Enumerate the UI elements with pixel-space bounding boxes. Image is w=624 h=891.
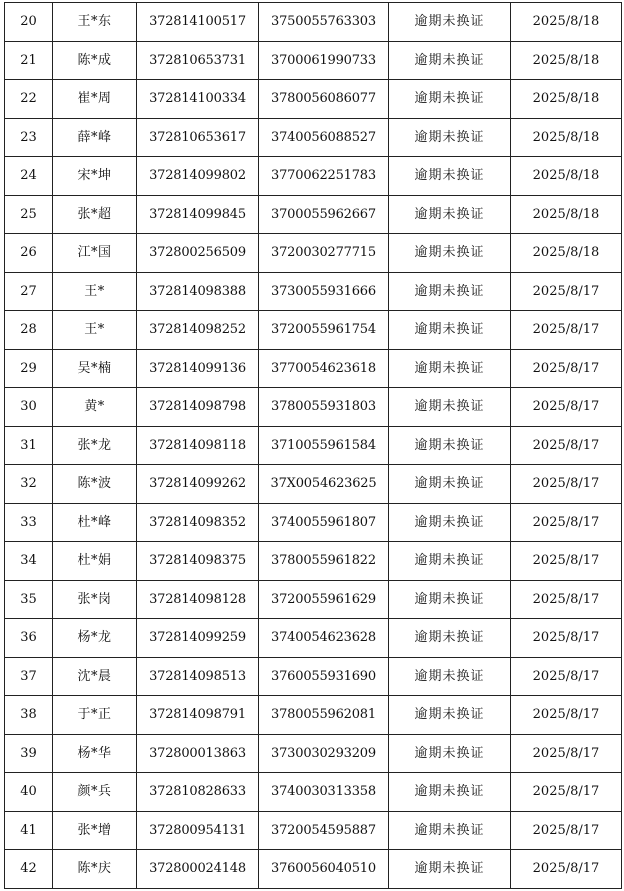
row-index-cell: 36 [5,619,53,658]
code-a-cell: 372810828633 [137,773,259,812]
status-cell: 逾期未换证 [389,773,511,812]
table-row [5,811,622,850]
code-a-cell: 372814098118 [137,426,259,465]
code-a-cell: 372814099259 [137,619,259,658]
name-cell: 王* [53,311,137,350]
table-row [5,388,622,427]
name-cell: 于*正 [53,696,137,735]
table-row [5,542,622,581]
code-a-cell: 372814100517 [137,3,259,42]
name-cell: 薛*峰 [53,118,137,157]
row-index-cell: 27 [5,272,53,311]
table-row [5,696,622,735]
status-cell: 逾期未换证 [389,272,511,311]
code-b-cell: 3720054595887 [259,811,389,850]
code-a-cell: 372814099262 [137,465,259,504]
date-cell: 2025/8/17 [511,311,622,350]
code-a-cell: 372814099845 [137,195,259,234]
table-row [5,41,622,80]
status-cell: 逾期未换证 [389,349,511,388]
table-row [5,773,622,812]
row-index-cell: 22 [5,80,53,119]
code-b-cell: 3760055931690 [259,657,389,696]
date-cell: 2025/8/17 [511,349,622,388]
date-cell: 2025/8/17 [511,503,622,542]
row-index-cell: 21 [5,41,53,80]
code-a-cell: 372814099136 [137,349,259,388]
code-a-cell: 372814098352 [137,503,259,542]
date-cell: 2025/8/18 [511,234,622,273]
code-b-cell: 3720030277715 [259,234,389,273]
name-cell: 崔*周 [53,80,137,119]
status-cell: 逾期未换证 [389,118,511,157]
date-cell: 2025/8/17 [511,619,622,658]
status-cell: 逾期未换证 [389,80,511,119]
status-cell: 逾期未换证 [389,157,511,196]
row-index-cell: 23 [5,118,53,157]
row-index-cell: 30 [5,388,53,427]
code-b-cell: 3700055962667 [259,195,389,234]
row-index-cell: 31 [5,426,53,465]
row-index-cell: 41 [5,811,53,850]
code-b-cell: 3700061990733 [259,41,389,80]
date-cell: 2025/8/18 [511,118,622,157]
row-index-cell: 24 [5,157,53,196]
status-cell: 逾期未换证 [389,3,511,42]
code-b-cell: 3740056088527 [259,118,389,157]
code-b-cell: 3730030293209 [259,734,389,773]
row-index-cell: 38 [5,696,53,735]
table-row [5,349,622,388]
row-index-cell: 33 [5,503,53,542]
table-row [5,734,622,773]
records-table-body [5,3,622,889]
row-index-cell: 25 [5,195,53,234]
code-b-cell: 3740055961807 [259,503,389,542]
table-row [5,311,622,350]
table-row [5,118,622,157]
date-cell: 2025/8/17 [511,465,622,504]
status-cell: 逾期未换证 [389,388,511,427]
table-row [5,195,622,234]
status-cell: 逾期未换证 [389,465,511,504]
row-index-cell: 37 [5,657,53,696]
name-cell: 陈*波 [53,465,137,504]
date-cell: 2025/8/17 [511,811,622,850]
code-a-cell: 372800013863 [137,734,259,773]
status-cell: 逾期未换证 [389,580,511,619]
code-b-cell: 3720055961754 [259,311,389,350]
code-a-cell: 372814098791 [137,696,259,735]
date-cell: 2025/8/17 [511,734,622,773]
row-index-cell: 35 [5,580,53,619]
code-b-cell: 3710055961584 [259,426,389,465]
code-b-cell: 3770054623618 [259,349,389,388]
status-cell: 逾期未换证 [389,41,511,80]
code-a-cell: 372810653617 [137,118,259,157]
table-row [5,426,622,465]
date-cell: 2025/8/17 [511,272,622,311]
row-index-cell: 42 [5,850,53,889]
code-b-cell: 3740030313358 [259,773,389,812]
code-b-cell: 3770062251783 [259,157,389,196]
name-cell: 宋*坤 [53,157,137,196]
status-cell: 逾期未换证 [389,311,511,350]
date-cell: 2025/8/18 [511,3,622,42]
code-a-cell: 372814098375 [137,542,259,581]
name-cell: 张*增 [53,811,137,850]
date-cell: 2025/8/17 [511,850,622,889]
name-cell: 陈*成 [53,41,137,80]
code-a-cell: 372814098252 [137,311,259,350]
name-cell: 张*超 [53,195,137,234]
row-index-cell: 20 [5,3,53,42]
table-row [5,272,622,311]
date-cell: 2025/8/18 [511,41,622,80]
date-cell: 2025/8/18 [511,80,622,119]
row-index-cell: 39 [5,734,53,773]
table-row [5,503,622,542]
status-cell: 逾期未换证 [389,503,511,542]
table-row [5,80,622,119]
code-a-cell: 372800256509 [137,234,259,273]
code-b-cell: 3780055962081 [259,696,389,735]
status-cell: 逾期未换证 [389,619,511,658]
status-cell: 逾期未换证 [389,234,511,273]
table-row [5,234,622,273]
row-index-cell: 28 [5,311,53,350]
code-a-cell: 372814098798 [137,388,259,427]
code-b-cell: 3720055961629 [259,580,389,619]
name-cell: 沈*晨 [53,657,137,696]
code-a-cell: 372814099802 [137,157,259,196]
code-b-cell: 3750055763303 [259,3,389,42]
name-cell: 杨*华 [53,734,137,773]
code-a-cell: 372800024148 [137,850,259,889]
table-row [5,3,622,42]
code-b-cell: 3780055931803 [259,388,389,427]
code-b-cell: 3780056086077 [259,80,389,119]
row-index-cell: 40 [5,773,53,812]
name-cell: 张*龙 [53,426,137,465]
code-b-cell: 3730055931666 [259,272,389,311]
row-index-cell: 29 [5,349,53,388]
code-b-cell: 3780055961822 [259,542,389,581]
date-cell: 2025/8/17 [511,657,622,696]
name-cell: 颜*兵 [53,773,137,812]
name-cell: 张*岗 [53,580,137,619]
code-b-cell: 37X0054623625 [259,465,389,504]
status-cell: 逾期未换证 [389,195,511,234]
date-cell: 2025/8/17 [511,696,622,735]
name-cell: 杜*峰 [53,503,137,542]
code-a-cell: 372810653731 [137,41,259,80]
code-a-cell: 372814098513 [137,657,259,696]
table-row [5,657,622,696]
code-b-cell: 3760056040510 [259,850,389,889]
table-row [5,465,622,504]
name-cell: 杜*娟 [53,542,137,581]
status-cell: 逾期未换证 [389,657,511,696]
code-a-cell: 372800954131 [137,811,259,850]
date-cell: 2025/8/17 [511,542,622,581]
status-cell: 逾期未换证 [389,542,511,581]
status-cell: 逾期未换证 [389,426,511,465]
name-cell: 江*国 [53,234,137,273]
name-cell: 黄* [53,388,137,427]
code-a-cell: 372814098128 [137,580,259,619]
row-index-cell: 32 [5,465,53,504]
name-cell: 吴*楠 [53,349,137,388]
date-cell: 2025/8/17 [511,388,622,427]
code-a-cell: 372814100334 [137,80,259,119]
row-index-cell: 34 [5,542,53,581]
code-a-cell: 372814098388 [137,272,259,311]
date-cell: 2025/8/18 [511,157,622,196]
table-row [5,157,622,196]
status-cell: 逾期未换证 [389,696,511,735]
records-table [4,2,622,889]
table-row [5,580,622,619]
name-cell: 王* [53,272,137,311]
status-cell: 逾期未换证 [389,734,511,773]
table-row [5,619,622,658]
status-cell: 逾期未换证 [389,811,511,850]
name-cell: 杨*龙 [53,619,137,658]
date-cell: 2025/8/18 [511,195,622,234]
name-cell: 陈*庆 [53,850,137,889]
status-cell: 逾期未换证 [389,850,511,889]
table-row [5,850,622,889]
code-b-cell: 3740054623628 [259,619,389,658]
date-cell: 2025/8/17 [511,580,622,619]
date-cell: 2025/8/17 [511,426,622,465]
row-index-cell: 26 [5,234,53,273]
name-cell: 王*东 [53,3,137,42]
date-cell: 2025/8/17 [511,773,622,812]
